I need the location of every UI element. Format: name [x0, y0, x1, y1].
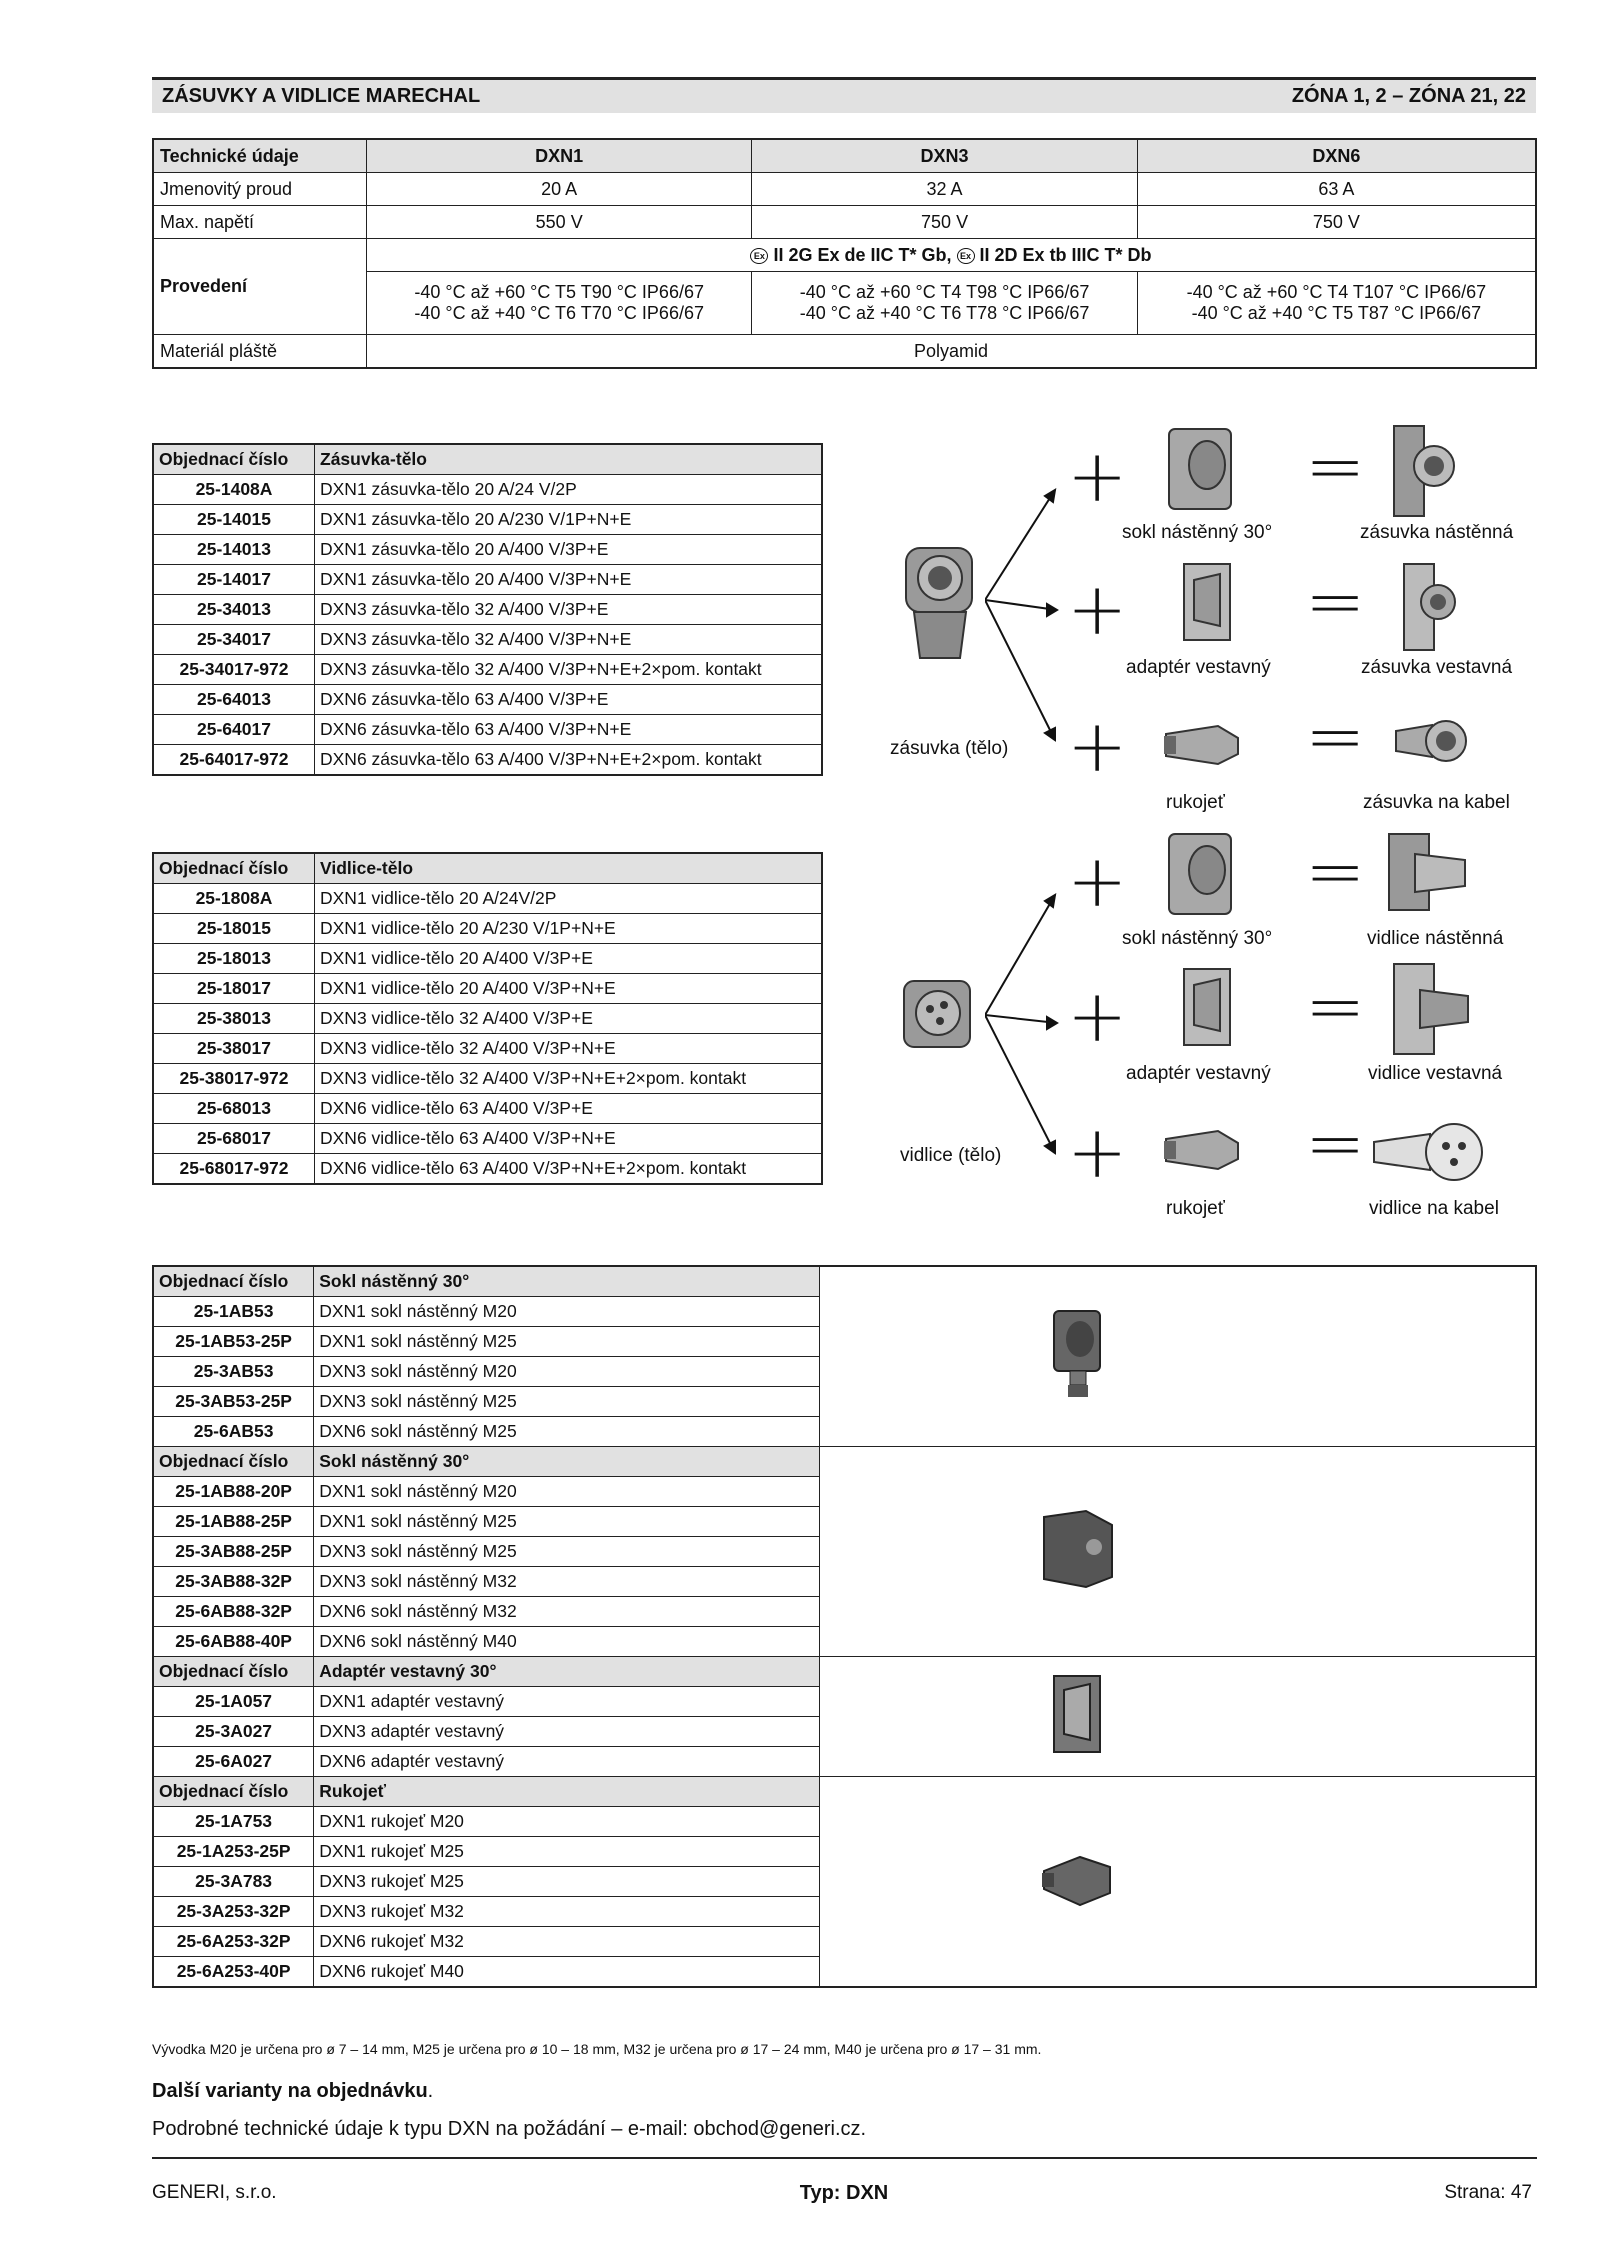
further-variants-bold: Další varianty na objednávku — [152, 2080, 428, 2102]
socket-body-label: zásuvka (tělo) — [890, 738, 1009, 759]
column-header-order-number: Objednací číslo — [153, 1447, 314, 1477]
wall-base-large-image — [1038, 1507, 1118, 1592]
order-number: 25-14017 — [153, 565, 315, 595]
order-number: 25-64013 — [153, 685, 315, 715]
order-number: 25-3AB53 — [153, 1357, 314, 1387]
product-description: DXN1 zásuvka-tělo 20 A/400 V/3P+N+E — [315, 565, 823, 595]
part-label: sokl nástěnný 30° — [1122, 928, 1273, 949]
spec-value: 32 A — [752, 173, 1137, 206]
accessory-group-header — [153, 1447, 1536, 1477]
plus-icon: + — [1067, 839, 1128, 923]
product-description: DXN6 zásuvka-tělo 63 A/400 V/3P+E — [315, 685, 823, 715]
wall-socket-image — [1390, 422, 1460, 522]
further-variants — [152, 2080, 433, 2103]
page-title: ZÁSUVKY A VIDLICE MARECHAL — [162, 85, 481, 107]
accessory-group-title: Sokl nástěnný 30° — [314, 1266, 820, 1297]
spec-header-label: Technické údaje — [153, 139, 367, 173]
product-description: DXN6 adaptér vestavný — [314, 1747, 820, 1777]
spec-row-current — [153, 173, 1536, 206]
socket-order-body — [153, 444, 822, 775]
order-number: 25-3A027 — [153, 1717, 314, 1747]
order-number: 25-68013 — [153, 1094, 315, 1124]
result-label: vidlice nástěnná — [1367, 928, 1504, 949]
order-number: 25-3AB88-32P — [153, 1567, 314, 1597]
table-row — [153, 505, 822, 535]
table-row — [153, 1154, 822, 1185]
column-header-description: Zásuvka-tělo — [315, 444, 823, 475]
product-description: DXN1 vidlice-tělo 20 A/24V/2P — [315, 884, 823, 914]
accessory-group-title: Rukojeť — [314, 1777, 820, 1807]
plus-icon: + — [1067, 434, 1128, 518]
spec-header-dxn3: DXN3 — [752, 139, 1137, 173]
spec-label: Max. napětí — [153, 206, 367, 239]
table-row — [153, 1064, 822, 1094]
result-label: zásuvka vestavná — [1361, 657, 1513, 678]
order-number: 25-34017-972 — [153, 655, 315, 685]
order-number: 25-1A057 — [153, 1687, 314, 1717]
ex-marking-gas: II 2G Ex de IIC T* Gb, — [773, 244, 952, 265]
ex-icon: Ex — [750, 248, 768, 264]
wall-base-image — [1165, 830, 1235, 920]
order-number: 25-6A253-40P — [153, 1957, 314, 1988]
ex-marking — [367, 239, 1537, 272]
temp-range: -40 °C až +60 °C T4 T107 °C IP66/67 — [1186, 282, 1487, 303]
equals-icon: = — [1305, 694, 1366, 778]
product-description: DXN3 adaptér vestavný — [314, 1717, 820, 1747]
ex-icon: Ex — [957, 248, 975, 264]
order-table-header — [153, 444, 822, 475]
column-header-order-number: Objednací číslo — [153, 1266, 314, 1297]
order-number: 25-64017-972 — [153, 745, 315, 776]
cable-plug-image — [1370, 1120, 1490, 1185]
wall-plug-image — [1385, 830, 1475, 915]
product-description: DXN6 zásuvka-tělo 63 A/400 V/3P+N+E+2×pom. kontakt — [315, 745, 823, 776]
spec-value: Polyamid — [367, 335, 1537, 369]
column-header-description: Vidlice-tělo — [315, 853, 823, 884]
product-description: DXN1 zásuvka-tělo 20 A/230 V/1P+N+E — [315, 505, 823, 535]
accessory-group-header — [153, 1657, 1536, 1687]
zone-label: ZÓNA 1, 2 – ZÓNA 21, 22 — [1291, 85, 1526, 107]
product-description: DXN6 sokl nástěnný M32 — [314, 1597, 820, 1627]
spec-value: 750 V — [752, 206, 1137, 239]
product-description: DXN3 zásuvka-tělo 32 A/400 V/3P+E — [315, 595, 823, 625]
product-description: DXN6 sokl nástěnný M25 — [314, 1417, 820, 1447]
result-label: vidlice vestavná — [1368, 1063, 1503, 1084]
table-row — [153, 1034, 822, 1064]
spec-value — [1137, 272, 1536, 335]
footer-page-number: Strana: 47 — [1444, 2182, 1532, 2203]
product-description: DXN6 vidlice-tělo 63 A/400 V/3P+N+E — [315, 1124, 823, 1154]
plug-body-image — [900, 975, 985, 1055]
spec-header-dxn1: DXN1 — [367, 139, 752, 173]
spec-value — [367, 272, 752, 335]
spec-value — [752, 272, 1137, 335]
product-description: DXN3 rukojeť M32 — [314, 1897, 820, 1927]
product-description: DXN3 vidlice-tělo 32 A/400 V/3P+E — [315, 1004, 823, 1034]
plus-icon: + — [1067, 704, 1128, 788]
table-row — [153, 1124, 822, 1154]
table-row — [153, 685, 822, 715]
order-number: 25-3AB88-25P — [153, 1537, 314, 1567]
order-number: 25-18013 — [153, 944, 315, 974]
accessory-image-cell — [820, 1447, 1536, 1657]
spec-value: 550 V — [367, 206, 752, 239]
product-description: DXN3 zásuvka-tělo 32 A/400 V/3P+N+E+2×pom. kontakt — [315, 655, 823, 685]
order-number: 25-1A753 — [153, 1807, 314, 1837]
order-table-header — [153, 853, 822, 884]
column-header-order-number: Objednací číslo — [153, 1777, 314, 1807]
table-row — [153, 595, 822, 625]
product-description: DXN6 zásuvka-tělo 63 A/400 V/3P+N+E — [315, 715, 823, 745]
order-number: 25-1A253-25P — [153, 1837, 314, 1867]
panel-adapter-image — [1050, 1672, 1105, 1757]
table-row — [153, 655, 822, 685]
spec-value: 20 A — [367, 173, 752, 206]
product-description: DXN1 sokl nástěnný M25 — [314, 1327, 820, 1357]
table-row — [153, 535, 822, 565]
product-description: DXN3 vidlice-tělo 32 A/400 V/3P+N+E — [315, 1034, 823, 1064]
order-number: 25-3A783 — [153, 1867, 314, 1897]
panel-socket-image — [1400, 560, 1460, 655]
order-number: 25-6A027 — [153, 1747, 314, 1777]
spec-value: 63 A — [1137, 173, 1536, 206]
order-number: 25-14015 — [153, 505, 315, 535]
order-number: 25-18017 — [153, 974, 315, 1004]
result-label: zásuvka nástěnná — [1360, 522, 1514, 543]
order-number: 25-38013 — [153, 1004, 315, 1034]
page-title-bar — [152, 77, 1536, 113]
product-description: DXN6 sokl nástěnný M40 — [314, 1627, 820, 1657]
plus-icon: + — [1067, 974, 1128, 1058]
order-number: 25-1AB53 — [153, 1297, 314, 1327]
order-number: 25-68017 — [153, 1124, 315, 1154]
product-description: DXN1 vidlice-tělo 20 A/230 V/1P+N+E — [315, 914, 823, 944]
product-description: DXN6 vidlice-tělo 63 A/400 V/3P+E — [315, 1094, 823, 1124]
order-number: 25-1AB88-20P — [153, 1477, 314, 1507]
spec-row-voltage — [153, 206, 1536, 239]
accessory-group-header — [153, 1777, 1536, 1807]
equals-icon: = — [1305, 964, 1366, 1048]
product-description: DXN1 sokl nástěnný M20 — [314, 1297, 820, 1327]
accessory-group-header — [153, 1266, 1536, 1297]
technical-details-contact: Podrobné technické údaje k typu DXN na požádání – e-mail: obchod@generi.cz. — [152, 2118, 867, 2140]
temp-range: -40 °C až +60 °C T4 T98 °C IP66/67 — [799, 282, 1090, 303]
accessory-image-cell — [820, 1657, 1536, 1777]
order-number: 25-6AB88-40P — [153, 1627, 314, 1657]
product-description: DXN1 zásuvka-tělo 20 A/24 V/2P — [315, 475, 823, 505]
order-number: 25-38017-972 — [153, 1064, 315, 1094]
product-description: DXN3 sokl nástěnný M25 — [314, 1387, 820, 1417]
plug-order-table — [152, 852, 823, 1185]
order-number: 25-34013 — [153, 595, 315, 625]
column-header-order-number: Objednací číslo — [153, 853, 315, 884]
order-number: 25-34017 — [153, 625, 315, 655]
cable-gland-note: Vývodka M20 je určena pro ø 7 – 14 mm, M25 je určena pro ø 10 – 18 mm, M32 je určena pro ø 17 – 24 mm, M40 je určena pro ø 17 – 31 mm. — [152, 2041, 1042, 2057]
order-number: 25-1AB53-25P — [153, 1327, 314, 1357]
product-description: DXN1 vidlice-tělo 20 A/400 V/3P+N+E — [315, 974, 823, 1004]
spec-row-execution-marking — [153, 239, 1536, 272]
table-row — [153, 625, 822, 655]
table-row — [153, 745, 822, 776]
wall-base-30-image — [1048, 1307, 1108, 1402]
table-row — [153, 475, 822, 505]
plug-body-label: vidlice (tělo) — [900, 1145, 1002, 1166]
table-row — [153, 1094, 822, 1124]
accessory-image-cell — [820, 1266, 1536, 1447]
product-description: DXN1 rukojeť M25 — [314, 1837, 820, 1867]
further-variants-rest: . — [427, 2080, 434, 2102]
plus-icon: + — [1067, 1110, 1128, 1194]
footer-type: Typ: DXN — [799, 2182, 889, 2204]
product-description: DXN3 vidlice-tělo 32 A/400 V/3P+N+E+2×pom. kontakt — [315, 1064, 823, 1094]
accessories-body — [153, 1266, 1536, 1987]
equals-icon: = — [1305, 829, 1366, 913]
product-description: DXN3 sokl nástěnný M25 — [314, 1537, 820, 1567]
spec-header-row — [153, 139, 1536, 173]
plug-order-body — [153, 853, 822, 1184]
order-number: 25-18015 — [153, 914, 315, 944]
order-number: 25-68017-972 — [153, 1154, 315, 1185]
product-description: DXN1 sokl nástěnný M20 — [314, 1477, 820, 1507]
cable-handle-image — [1040, 1847, 1115, 1912]
table-row — [153, 565, 822, 595]
spec-label: Materiál pláště — [153, 335, 367, 369]
product-description: DXN1 rukojeť M20 — [314, 1807, 820, 1837]
order-number: 25-3A253-32P — [153, 1897, 314, 1927]
order-number: 25-14013 — [153, 535, 315, 565]
column-header-order-number: Objednací číslo — [153, 444, 315, 475]
product-description: DXN3 zásuvka-tělo 32 A/400 V/3P+N+E — [315, 625, 823, 655]
product-description: DXN6 vidlice-tělo 63 A/400 V/3P+N+E+2×pom. kontakt — [315, 1154, 823, 1185]
order-number: 25-64017 — [153, 715, 315, 745]
temp-range: -40 °C až +40 °C T6 T70 °C IP66/67 — [414, 303, 704, 323]
footer-company: GENERI, s.r.o. — [152, 2182, 277, 2203]
result-label: zásuvka na kabel — [1363, 792, 1510, 813]
order-number: 25-1408A — [153, 475, 315, 505]
handle-image — [1162, 720, 1242, 770]
equals-icon: = — [1305, 1101, 1366, 1185]
part-label: adaptér vestavný — [1126, 1063, 1271, 1084]
spec-header-dxn6: DXN6 — [1137, 139, 1536, 173]
product-description: DXN6 rukojeť M40 — [314, 1957, 820, 1988]
accessory-group-title: Adaptér vestavný 30° — [314, 1657, 820, 1687]
spec-table — [152, 138, 1537, 369]
order-number: 25-6A253-32P — [153, 1927, 314, 1957]
table-row — [153, 1004, 822, 1034]
part-label: adaptér vestavný — [1126, 657, 1271, 678]
equals-icon: = — [1305, 424, 1366, 508]
product-description: DXN1 zásuvka-tělo 20 A/400 V/3P+E — [315, 535, 823, 565]
ex-marking-dust: II 2D Ex tb IIIC T* Db — [979, 244, 1152, 265]
footer-divider — [152, 2157, 1537, 2159]
temp-range: -40 °C až +40 °C T6 T78 °C IP66/67 — [799, 303, 1090, 323]
cable-socket-image — [1392, 705, 1472, 785]
part-label: rukojeť — [1166, 1198, 1225, 1219]
order-number: 25-3AB53-25P — [153, 1387, 314, 1417]
temp-range: -40 °C až +40 °C T5 T87 °C IP66/67 — [1191, 303, 1482, 323]
spec-label: Jmenovitý proud — [153, 173, 367, 206]
order-number: 25-38017 — [153, 1034, 315, 1064]
socket-order-table — [152, 443, 823, 776]
temp-range: -40 °C až +60 °C T5 T90 °C IP66/67 — [414, 282, 704, 303]
table-row — [153, 944, 822, 974]
wall-base-image — [1165, 425, 1235, 515]
product-description: DXN3 sokl nástěnný M20 — [314, 1357, 820, 1387]
panel-plug-image — [1390, 960, 1475, 1060]
result-label: vidlice na kabel — [1369, 1198, 1499, 1219]
table-row — [153, 914, 822, 944]
spec-label: Provedení — [153, 239, 367, 335]
product-description: DXN6 rukojeť M32 — [314, 1927, 820, 1957]
adapter-image — [1180, 965, 1235, 1050]
part-label: rukojeť — [1166, 792, 1225, 813]
accessories-table — [152, 1265, 1537, 1988]
order-number: 25-1808A — [153, 884, 315, 914]
plus-icon: + — [1067, 567, 1128, 651]
spec-row-housing — [153, 335, 1536, 369]
product-description: DXN1 sokl nástěnný M25 — [314, 1507, 820, 1537]
accessory-group-title: Sokl nástěnný 30° — [314, 1447, 820, 1477]
column-header-order-number: Objednací číslo — [153, 1657, 314, 1687]
order-number: 25-6AB88-32P — [153, 1597, 314, 1627]
part-label: sokl nástěnný 30° — [1122, 522, 1273, 543]
table-row — [153, 715, 822, 745]
order-number: 25-6AB53 — [153, 1417, 314, 1447]
spec-value: 750 V — [1137, 206, 1536, 239]
accessory-image-cell — [820, 1777, 1536, 1988]
product-description: DXN1 vidlice-tělo 20 A/400 V/3P+E — [315, 944, 823, 974]
product-description: DXN1 adaptér vestavný — [314, 1687, 820, 1717]
handle-image — [1162, 1125, 1242, 1175]
product-description: DXN3 rukojeť M25 — [314, 1867, 820, 1897]
product-description: DXN3 sokl nástěnný M32 — [314, 1567, 820, 1597]
socket-body-image — [900, 540, 985, 665]
equals-icon: = — [1305, 559, 1366, 643]
table-row — [153, 974, 822, 1004]
adapter-image — [1180, 560, 1235, 645]
order-number: 25-1AB88-25P — [153, 1507, 314, 1537]
table-row — [153, 884, 822, 914]
